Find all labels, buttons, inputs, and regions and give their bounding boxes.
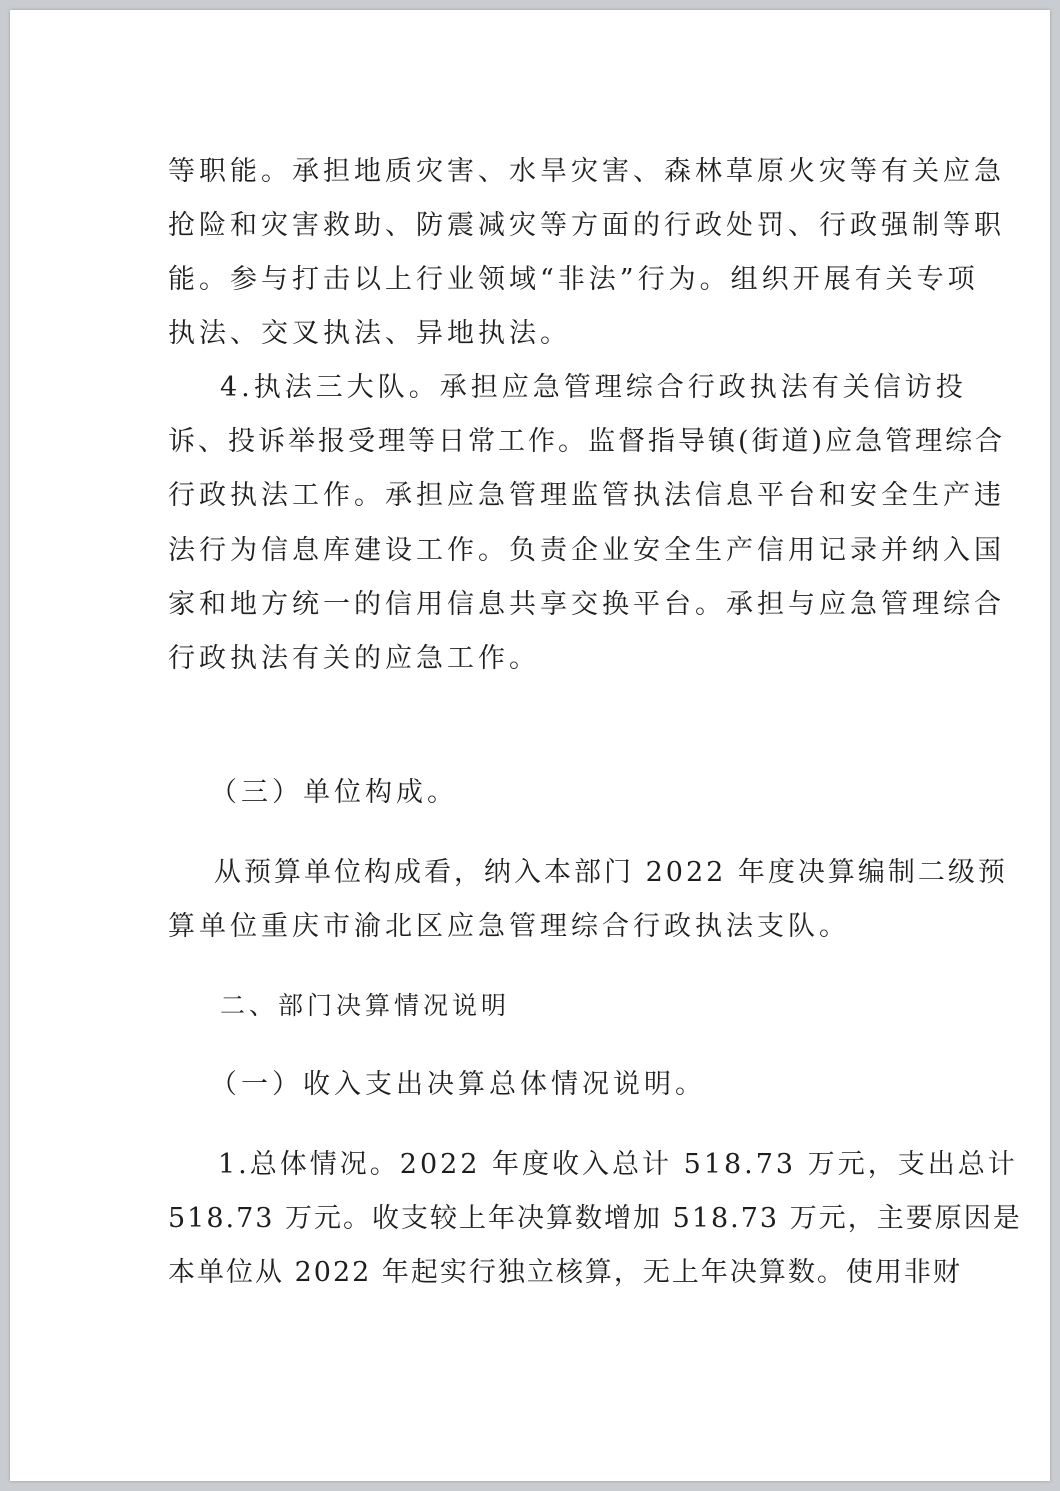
text-line-17: 518.73 万元。收支较上年决算数增加 518.73 万元，主要原因是 <box>168 1203 1022 1234</box>
section-heading-income-expenditure: （一）收入支出决算总体情况说明。 <box>210 1069 706 1100</box>
text-line-2: 抢险和灾害救助、防震减灾等方面的行政处罚、行政强制等职 <box>168 210 1005 241</box>
section-heading-unit-composition: （三）单位构成。 <box>210 777 458 808</box>
text-line-5: 4.执法三大队。承担应急管理综合行政执法有关信访投 <box>220 372 967 403</box>
text-line-18: 本单位从 2022 年起实行独立核算，无上年决算数。使用非财 <box>168 1257 962 1288</box>
text-line-7: 行政执法工作。承担应急管理监管执法信息平台和安全生产违 <box>168 480 1005 511</box>
text-line-16: 1.总体情况。2022 年度收入总计 518.73 万元，支出总计 <box>218 1149 1018 1180</box>
text-line-1: 等职能。承担地质灾害、水旱灾害、森林草原火灾等有关应急 <box>168 156 1005 187</box>
text-line-3: 能。参与打击以上行业领域“非法”行为。组织开展有关专项 <box>168 264 979 295</box>
text-line-12: 从预算单位构成看，纳入本部门 2022 年度决算编制二级预 <box>214 857 1008 888</box>
document-page <box>10 10 1050 1481</box>
text-line-8: 法行为信息库建设工作。负责企业安全生产信用记录并纳入国 <box>168 535 1005 566</box>
section-heading-final-accounts: 二、部门决算情况说明 <box>220 991 511 1020</box>
text-line-6: 诉、投诉举报受理等日常工作。监督指导镇(街道)应急管理综合 <box>168 426 1006 457</box>
text-line-4: 执法、交叉执法、异地执法。 <box>168 318 571 349</box>
text-line-13: 算单位重庆市渝北区应急管理综合行政执法支队。 <box>168 911 850 942</box>
text-line-10: 行政执法有关的应急工作。 <box>168 643 540 674</box>
text-line-9: 家和地方统一的信用信息共享交换平台。承担与应急管理综合 <box>168 589 1005 620</box>
